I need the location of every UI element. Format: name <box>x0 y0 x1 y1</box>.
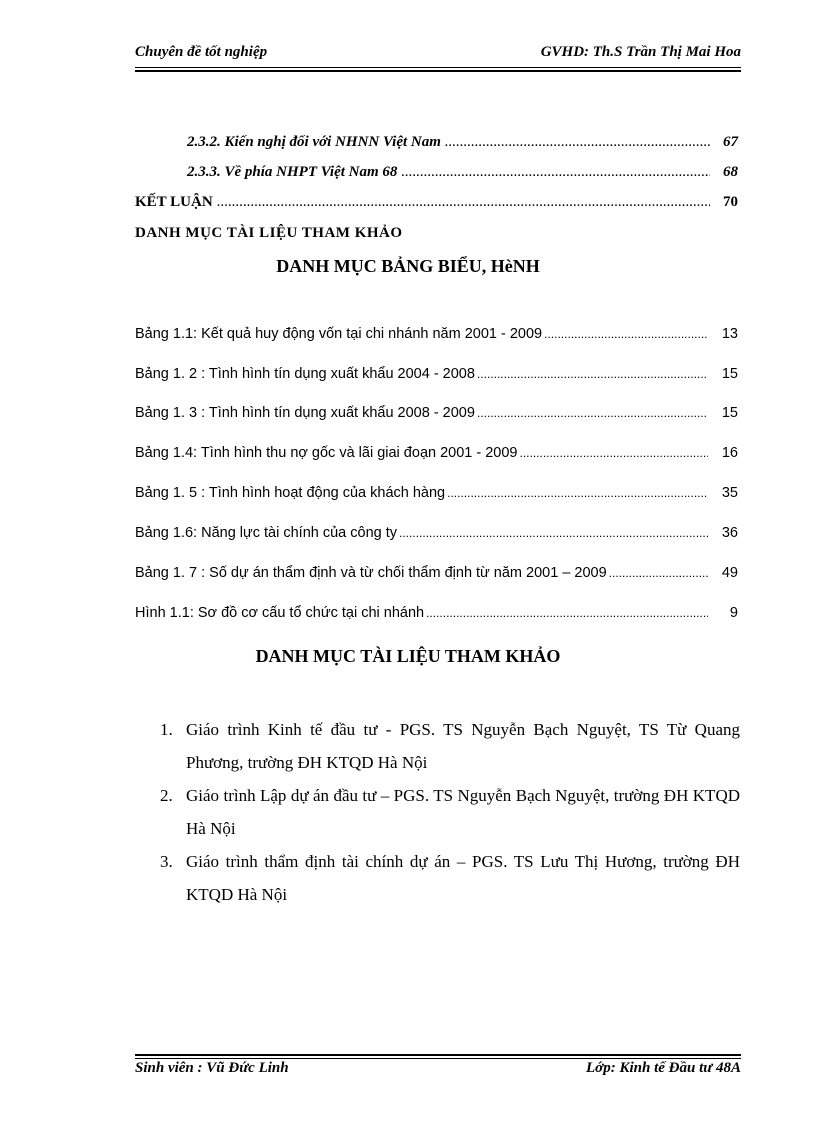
header-right: GVHD: Th.S Trần Thị Mai Hoa <box>540 44 741 60</box>
tables-list-title: DANH MỤC BẢNG BIỂU, HèNH <box>276 256 540 276</box>
table-list-item[interactable] <box>135 445 738 461</box>
toc-entry[interactable] <box>187 164 738 181</box>
table-list-page: 15 <box>721 366 738 382</box>
table-list-item[interactable] <box>135 565 738 581</box>
table-list-label: Bảng 1. 3 : Tình hình tín dụng xuất khẩu 2008 - 2009 <box>135 405 475 421</box>
dot-leader <box>544 327 708 341</box>
page-header <box>135 44 741 61</box>
dot-leader <box>520 446 709 460</box>
table-list-label: Bảng 1. 5 : Tình hình hoạt động của khách hàng <box>135 485 446 501</box>
reference-item <box>160 779 740 845</box>
dot-leader <box>399 526 708 540</box>
reference-item <box>160 713 740 779</box>
reference-text: Giáo trình Kinh tế đầu tư - PGS. TS Nguyễn Bạch Nguyệt, TS Từ Quang Phương, trường ĐH KTQD Hà Nội <box>186 720 740 772</box>
header-rule-thick <box>135 70 741 72</box>
table-list-page: 49 <box>721 565 738 581</box>
reference-text: Giáo trình Lập dự án đầu tư – PGS. TS Nguyễn Bạch Nguyệt, trường ĐH KTQD Hà Nội <box>186 786 740 838</box>
table-list-item[interactable] <box>135 485 738 501</box>
table-list-page: 36 <box>721 525 738 541</box>
dot-leader <box>445 134 710 151</box>
header-left: Chuyên đề tốt nghiệp <box>135 44 268 60</box>
toc-entry-label: 2.3.2. Kiến nghị đối với NHNN Việt Nam <box>187 134 441 150</box>
dot-leader <box>477 367 708 381</box>
table-list-item[interactable] <box>135 326 738 342</box>
table-list-page: 15 <box>721 405 738 421</box>
dot-leader <box>401 164 710 181</box>
toc-entry-references[interactable]: DANH MỤC TÀI LIỆU THAM KHẢO <box>135 225 403 241</box>
toc-entry[interactable] <box>135 194 738 211</box>
footer-rule-thick <box>135 1054 741 1056</box>
table-list-label: Bảng 1. 7 : Số dự án thẩm định và từ chối thẩm định từ năm 2001 – 2009 <box>135 565 607 581</box>
table-list-label: Bảng 1.1: Kết quả huy động vốn tại chi nhánh năm 2001 - 2009 <box>135 326 543 342</box>
table-list-page: 13 <box>721 326 738 342</box>
reference-item <box>160 845 740 911</box>
reference-number: 2. <box>160 786 173 805</box>
table-list-label: Bảng 1.4: Tình hình thu nợ gốc và lãi giai đoạn 2001 - 2009 <box>135 445 518 461</box>
page-footer <box>135 1060 741 1077</box>
table-list-label: Hình 1.1: Sơ đồ cơ cấu tổ chức tại chi nhánh <box>135 605 425 621</box>
dot-leader <box>477 406 708 420</box>
header-rule <box>135 67 741 68</box>
footer-left: Sinh viên : Vũ Đức Linh <box>135 1060 289 1076</box>
table-list-item[interactable] <box>135 405 738 421</box>
table-list-item[interactable] <box>135 605 738 621</box>
table-list-label: Bảng 1.6: Năng lực tài chính của công ty <box>135 525 398 541</box>
table-list-label: Bảng 1. 2 : Tình hình tín dụng xuất khẩu 2004 - 2008 <box>135 366 475 382</box>
reference-number: 1. <box>160 720 173 739</box>
footer-right: Lớp: Kinh tế Đầu tư 48A <box>586 1060 741 1076</box>
reference-text: Giáo trình thẩm định tài chính dự án – PGS. TS Lưu Thị Hương, trường ĐH KTQD Hà Nội <box>186 852 740 904</box>
dot-leader <box>217 194 710 211</box>
toc-entry-page: 70 <box>723 194 738 210</box>
dot-leader <box>609 566 708 580</box>
table-list-page: 35 <box>721 485 738 501</box>
toc-entry-page: 68 <box>723 164 738 180</box>
toc-entry-page: 67 <box>723 134 738 150</box>
references-list <box>160 713 740 911</box>
table-list-page: 9 <box>729 605 738 621</box>
dot-leader <box>447 486 708 500</box>
dot-leader <box>426 606 708 620</box>
toc-entry-label: KẾT LUẬN <box>135 194 213 210</box>
table-list-page: 16 <box>721 445 738 461</box>
toc-entry[interactable] <box>187 134 738 151</box>
toc-entry-label: 2.3.3. Về phía NHPT Việt Nam 68 <box>187 164 398 180</box>
footer-rule <box>135 1058 741 1059</box>
table-list-item[interactable] <box>135 366 738 382</box>
references-title: DANH MỤC TÀI LIỆU THAM KHẢO <box>255 646 561 666</box>
reference-number: 3. <box>160 852 173 871</box>
table-list-item[interactable] <box>135 525 738 541</box>
